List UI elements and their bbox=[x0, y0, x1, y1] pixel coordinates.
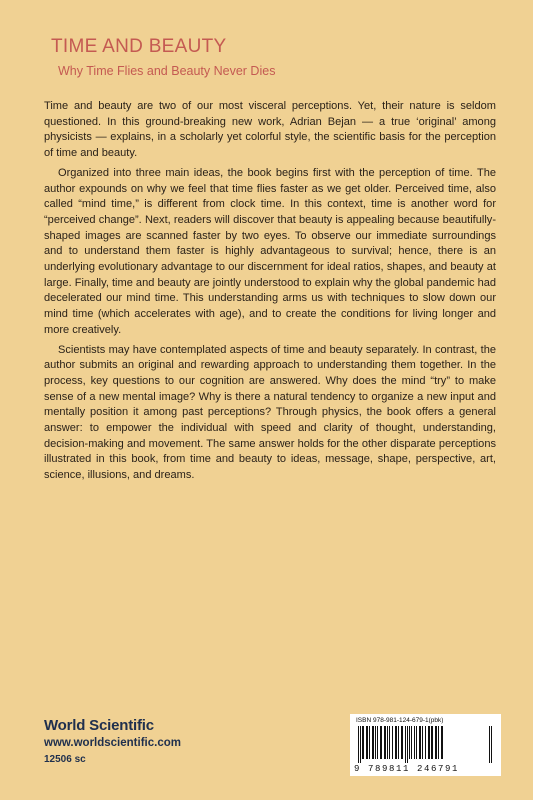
barcode-digits: 9 789811 246791 bbox=[354, 764, 460, 774]
book-subtitle: Why Time Flies and Beauty Never Dies bbox=[58, 64, 276, 78]
barcode-bars-icon bbox=[357, 726, 494, 763]
blurb-paragraph: Time and beauty are two of our most visceral perceptions. Yet, their nature is seldom questioned. In this ground-breaking new work, Adrian Bejan — a true ‘original’ among physicists — explains, in a scholarly yet colorful style, the scientific basis for the perception of time and beauty. bbox=[44, 100, 496, 160]
blurb bbox=[44, 99, 496, 488]
blurb-paragraph: Organized into three main ideas, the book begins first with the perception of time. The author expounds on why we feel that time flies faster as we get older. Perceived time, also called “mind time,” is different from clock time. In this context, time is another word for “perceived change”. Next, readers will discover that beauty is appealing because beautifully-shaped images are scanned faster by two eyes. To observe our immediate surroundings and to understand them faster is highly advantageous to survival; hence, there is an underlying evolutionary advantage to our discernment for ideal ratios, shapes, and beauty at large. Finally, time and beauty are jointly understood to explain why the global pandemic had decelerated our mind time. This understanding arms us with techniques to slow down our mind time (which accelerates with age), and to create the conditions for living longer and more creatively. bbox=[44, 166, 496, 336]
isbn-label: ISBN 978-981-124-679-1(pbk) bbox=[356, 717, 444, 724]
publisher-code: 12506 sc bbox=[44, 754, 86, 765]
barcode bbox=[350, 714, 501, 776]
blurb-paragraph: Scientists may have contemplated aspects of time and beauty separately. In contrast, the author submits an original and rewarding approach to understanding them together. In the process, key questions to our cognition are answered. Why does the mind “try” to make sense of a new mental image? Why is there a natural tendency to organize a new input and mentally position it among past perceptions? Through physics, the book offers a general answer: to empower the individual with speed and clarity of thought, understanding, decision-making and movement. The same answer holds for the other disparate perceptions illustrated in this book, from time and beauty to ideas, message, shape, perspective, art, science, illusions, and dreams. bbox=[44, 343, 496, 482]
book-title: TIME AND BEAUTY bbox=[51, 36, 227, 57]
publisher-url: www.worldscientific.com bbox=[44, 737, 181, 749]
publisher-name: World Scientific bbox=[44, 717, 154, 734]
